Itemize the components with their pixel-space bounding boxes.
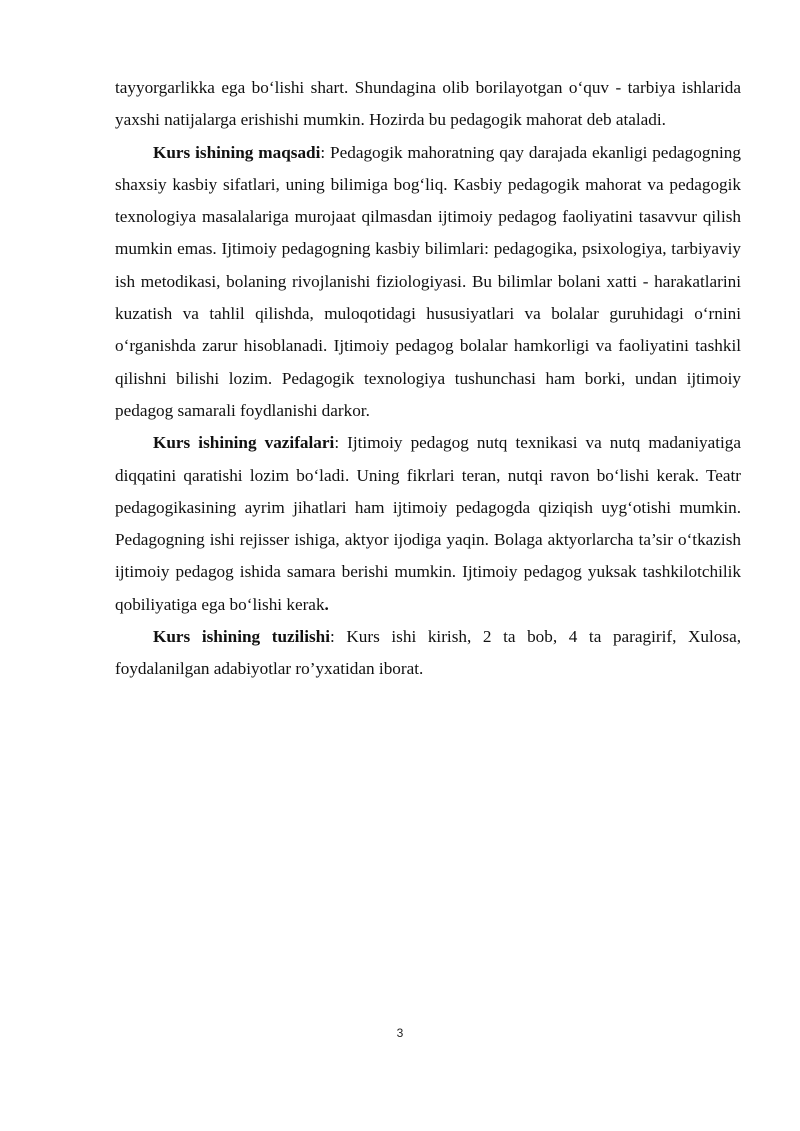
heading-separator: :: [320, 142, 331, 162]
page-number: 3: [396, 1026, 404, 1040]
paragraph-heading: Kurs ishining tuzilishi: [153, 627, 330, 647]
body-text: [115, 72, 741, 686]
paragraph-tasks: [115, 427, 741, 621]
paragraph-text: Kurs ishi kirish, 2 ta bob, 4 ta paragirif, Xulosa, foydalanilgan adabiyotlar ro’yxatidan iborat.: [115, 627, 741, 679]
paragraph-intro: [115, 72, 741, 137]
paragraph-heading: Kurs ishining vazifalari: [153, 433, 335, 453]
paragraph-end-mark: .: [324, 594, 329, 614]
paragraph-text: Pedagogik mahoratning qay darajada ekanligi pedagogning shaxsiy kasbiy sifatlari, uning bilimiga bog‘liq. Kasbiy pedagogik mahorat va pedagogik texnologiya masalalariga murojaat qilmasdan ijtimoiy pedagog faoliyatini tasavvur qilish mumkin emas. Ijtimoiy pedagogning kasbiy bilimlari: pedagogika, psixologiya, tarbiyaviy ish metodikasi, bolaning rivojlanishi fiziologiyasi. Bu bilimlar bolani xatti - harakatlarini kuzatish va tahlil qilishda, muloqotidagi hususiyatlari va bolalar guruhidagi o‘rnini o‘rganishda zarur hisoblanadi. Ijtimoiy pedagog bolalar hamkorligi va faoliyatini tashkil qilishni bilishi lozim. Pedagogik texnologiya tushunchasi ham borki, undan ijtimoiy pedagog samarali foydlanishi darkor.: [115, 142, 741, 420]
paragraph-purpose: [115, 137, 741, 428]
heading-separator: :: [334, 433, 348, 453]
paragraph-heading: Kurs ishining maqsadi: [153, 142, 321, 162]
paragraph-text: tayyorgarlikka ega bo‘lishi shart. Shundagina olib borilayotgan o‘quv - tarbiya ishlarida yaxshi natijalarga erishishi mumkin. Hozirda bu pedagogik mahorat deb ataladi.: [115, 78, 741, 130]
paragraph-structure: [115, 621, 741, 686]
heading-separator: :: [330, 627, 347, 647]
paragraph-text: Ijtimoiy pedagog nutq texnikasi va nutq madaniyatiga diqqatini qaratishi lozim bo‘ladi. Uning fikrlari teran, nutqi ravon bo‘lishi kerak. Teatr pedagogikasining ayrim jihatlari ham ijtimoiy pedagogda qiziqish uyg‘otishi mumkin. Pedagogning ishi rejisser ishiga, aktyor ijodiga yaqin. Bolaga aktyorlarcha ta’sir o‘tkazish ijtimoiy pedagog ishida samara berishi mumkin. Ijtimoiy pedagog yuksak tashkilotchilik qobiliyatiga ega bo‘lishi kerak: [115, 433, 741, 614]
